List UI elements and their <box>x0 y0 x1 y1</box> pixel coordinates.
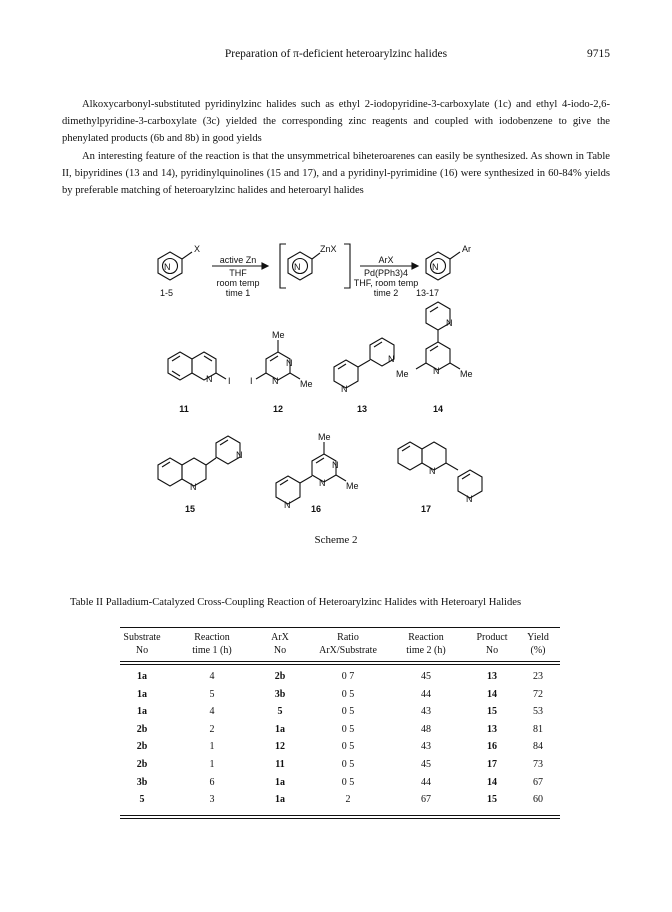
methyl-label: Me <box>460 369 473 379</box>
cell-time-1: 1 <box>209 759 215 770</box>
cell-time-1: 1 <box>209 741 215 753</box>
cell-arx: 2b <box>274 671 286 682</box>
cell-substrate: 2b <box>136 741 148 753</box>
methyl-label: Me <box>272 330 285 340</box>
cell-time-2: 44 <box>421 688 431 700</box>
cell-time-1: 6 <box>209 776 215 788</box>
paragraph-1-text: Alkoxycarbonyl-substituted pyridinylzinc halides such as ethyl 2-iodopyridine-3-carboxylate (1c) and ethyl 4-iodo-2,6-dimethylpyridine-3-carboxylate (3c) yielded the corresponding zinc reagents and coupled with iodobenzene to give the phenylated products (6b and 8b) in good yields <box>62 99 610 145</box>
reagent-time-1: time 1 <box>225 288 251 298</box>
cell-product: 14 <box>487 688 497 700</box>
cell-product: 17 <box>487 759 497 770</box>
header-arx: ArX <box>271 632 289 643</box>
reagent-catalyst: Pd(PPh3)4 <box>363 268 409 278</box>
n-atom-label: N <box>284 500 291 510</box>
n-atom-label: N <box>433 366 440 376</box>
compound-13-label: 13 <box>356 404 368 414</box>
zinc-intermediate <box>288 252 320 280</box>
cell-time-1: 3 <box>209 794 215 806</box>
header-substrate: No <box>135 645 149 656</box>
compound-17-structure <box>398 442 482 498</box>
n-atom-label: N <box>332 460 339 470</box>
compound-14-structure <box>416 302 460 370</box>
product-compounds-label: 13-17 <box>416 288 440 298</box>
cell-time-1: 4 <box>209 671 215 682</box>
table-header-rule <box>120 661 560 662</box>
cell-product: 15 <box>487 794 497 806</box>
methyl-label: Me <box>396 369 409 379</box>
methyl-label: Me <box>318 432 331 442</box>
n-atom-label: N <box>429 466 436 476</box>
cell-yield: 67 <box>533 776 543 788</box>
cell-product: 16 <box>487 741 497 753</box>
methyl-label: Me <box>300 379 313 389</box>
cell-substrate: 2b <box>136 759 148 770</box>
cell-ratio: 0 7 <box>341 671 355 682</box>
cell-yield: 72 <box>533 688 543 700</box>
cell-ratio: 0 5 <box>341 741 355 753</box>
reagent-room-temp: room temp <box>216 278 260 288</box>
header-time-1: Reaction <box>194 632 230 643</box>
cell-ratio: 0 5 <box>341 706 355 718</box>
n-atom-label: N <box>319 478 326 488</box>
scheme-2-figure <box>120 232 560 532</box>
scheme-caption: Scheme 2 <box>314 534 358 546</box>
cell-substrate: 1a <box>137 688 147 700</box>
header-time-1: time 1 (h) <box>192 645 232 656</box>
ar-label: Ar <box>462 244 471 254</box>
cell-time-2: 48 <box>421 723 431 735</box>
reagent-thf: THF <box>229 268 247 278</box>
cell-yield: 60 <box>533 794 543 806</box>
reagent-thf-room-temp: THF, room temp <box>353 278 419 288</box>
compound-15-structure <box>158 436 240 486</box>
start-compounds-label: 1-5 <box>160 288 174 298</box>
cell-arx: 12 <box>275 741 285 753</box>
x-label: X <box>194 244 201 254</box>
compound-14-label: 14 <box>432 404 444 414</box>
compound-16-structure <box>276 442 346 504</box>
cell-ratio: 0 5 <box>341 759 355 770</box>
cell-arx: 1a <box>275 723 285 735</box>
header-arx: No <box>273 645 287 656</box>
cell-arx: 3b <box>274 688 286 700</box>
cell-time-2: 43 <box>421 706 431 718</box>
results-table <box>120 627 560 857</box>
table-top-rule <box>120 627 560 628</box>
compound-11-label: 11 <box>179 404 189 414</box>
iodo-label: I <box>228 376 231 386</box>
header-product: Product <box>476 632 508 643</box>
table-bottom-rule <box>120 815 560 816</box>
n-atom-label: N <box>272 376 279 386</box>
compound-15-label: 15 <box>184 504 196 514</box>
n-atom-label: N <box>341 384 348 394</box>
cell-product: 13 <box>487 671 497 682</box>
cell-substrate: 1a <box>137 706 147 718</box>
cell-arx: 11 <box>275 759 285 770</box>
cell-arx: 1a <box>275 776 285 788</box>
n-atom-label: N <box>388 354 395 364</box>
running-header: Preparation of π-deficient heteroarylzinc halides <box>224 48 448 60</box>
table-header-rule-2 <box>120 664 560 665</box>
header-ratio: ArX/Substrate <box>319 645 377 656</box>
cell-arx: 1a <box>275 794 285 806</box>
cell-substrate: 5 <box>139 794 145 806</box>
cell-time-1: 5 <box>209 688 215 700</box>
header-substrate: Substrate <box>123 632 161 643</box>
methyl-label: Me <box>346 481 359 491</box>
iodo-label: I <box>250 376 253 386</box>
paragraph-2 <box>62 148 610 200</box>
compound-17-label: 17 <box>420 504 432 514</box>
cell-product: 14 <box>487 776 497 788</box>
header-ratio: Ratio <box>337 632 359 643</box>
cell-substrate: 2b <box>136 723 148 735</box>
cell-arx: 5 <box>277 706 283 718</box>
reagent-time-2: time 2 <box>373 288 399 298</box>
paragraph-2-text: An interesting feature of the reaction is that the unsymmetrical biheteroarenes can easily be synthesized. As shown in Table II, bipyridines (13 and 14), pyridinylquinolines (15 and 17), and a pyridinyl-pyrimidine (16) were synthesized in 60-84% yields by preferable matching of heteroarylzinc halides and heteroaryl halides <box>62 151 610 197</box>
cell-time-2: 43 <box>421 741 431 753</box>
cell-ratio: 0 5 <box>341 723 355 735</box>
cell-yield: 73 <box>533 759 543 770</box>
cell-ratio: 0 5 <box>341 776 355 788</box>
cell-ratio: 0 5 <box>341 688 355 700</box>
n-atom-label: N <box>446 318 453 328</box>
n-atom-label: N <box>164 262 171 272</box>
header-yield: Yield <box>527 632 549 643</box>
cell-time-2: 45 <box>421 671 431 682</box>
znx-label: ZnX <box>320 244 337 254</box>
cell-time-1: 4 <box>209 706 215 718</box>
table-bottom-rule-2 <box>120 818 560 819</box>
n-atom-label: N <box>206 374 213 384</box>
cell-yield: 81 <box>533 723 543 735</box>
n-atom-label: N <box>294 262 301 272</box>
n-atom-label: N <box>236 450 243 460</box>
cell-yield: 23 <box>533 671 543 682</box>
n-atom-label: N <box>466 494 473 504</box>
cell-substrate: 1a <box>137 671 147 682</box>
header-yield: (%) <box>530 645 546 656</box>
compound-13-structure <box>334 338 394 388</box>
n-atom-label: N <box>286 358 293 368</box>
cell-product: 13 <box>487 723 497 735</box>
compound-12-structure <box>256 340 300 380</box>
cell-yield: 84 <box>533 741 543 753</box>
compound-11-structure <box>168 352 226 380</box>
reagent-active-zn: active Zn <box>219 255 257 265</box>
compound-12-label: 12 <box>272 404 284 414</box>
paragraph-1 <box>62 96 610 148</box>
table-caption: Table II Palladium-Catalyzed Cross-Coupling Reaction of Heteroarylzinc Halides with Heteroaryl Halides <box>70 597 522 608</box>
n-atom-label: N <box>190 482 197 492</box>
cell-yield: 53 <box>533 706 543 718</box>
n-atom-label: N <box>432 262 439 272</box>
cell-product: 15 <box>487 706 497 718</box>
cell-substrate: 3b <box>136 776 148 788</box>
cell-ratio: 2 <box>345 794 351 806</box>
header-product: No <box>485 645 499 656</box>
cell-time-2: 67 <box>421 794 431 806</box>
compound-16-label: 16 <box>310 504 322 514</box>
header-time-2: Reaction <box>408 632 444 643</box>
cell-time-2: 44 <box>421 776 431 788</box>
cell-time-1: 2 <box>209 723 215 735</box>
page-number: 9715 <box>587 48 610 60</box>
reagent-arx: ArX <box>378 255 394 265</box>
header-time-2: time 2 (h) <box>406 645 446 656</box>
cell-time-2: 45 <box>421 759 431 770</box>
